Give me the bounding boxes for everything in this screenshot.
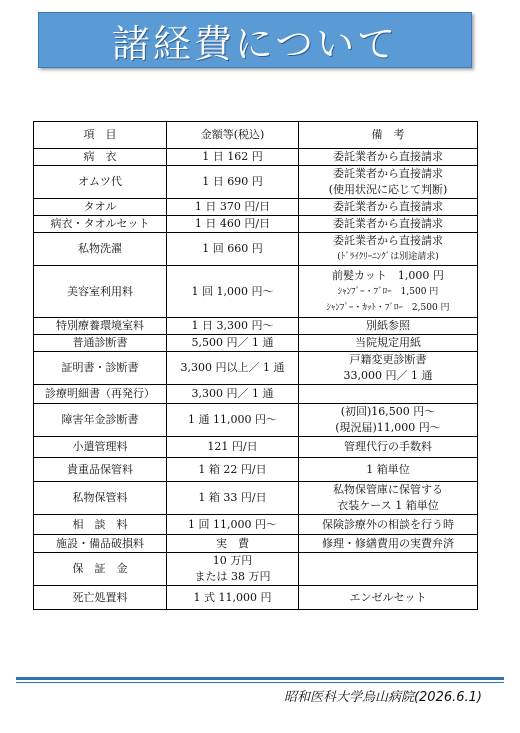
note-line: エンゼルセット (349, 590, 427, 604)
cell-note (299, 233, 478, 266)
cell-item: 死亡処置料 (34, 586, 167, 610)
note-line: ｼｬﾝﾌﾟｰ・ﾌﾞﾛｰ 1,500 円 (337, 286, 439, 297)
cell-amount: 1 日 162 円 (167, 149, 299, 166)
cell-amount: 5,500 円／ 1 通 (167, 335, 299, 352)
footer-divider-thin (16, 682, 504, 683)
note-line: (使用状況に応じて判断) (328, 183, 448, 196)
cell-note (299, 335, 478, 352)
cell-note (299, 216, 478, 233)
cell-note (299, 535, 478, 553)
cell-note (299, 404, 478, 437)
table-row (34, 335, 478, 352)
cell-amount: 1 日 3,300 円～ (167, 318, 299, 335)
note-line: 33,000 円／ 1 通 (343, 369, 433, 382)
note-line: 前髪カット 1,000 円 (332, 268, 444, 282)
table-row (34, 199, 478, 216)
note-line: 別紙参照 (366, 319, 410, 332)
table-row (34, 437, 478, 458)
cell-amount: 1 日 690 円 (167, 166, 299, 199)
cell-amount: 1 回 1,000 円～ (167, 266, 299, 318)
cell-note (299, 318, 478, 335)
cell-item: オムツ代 (34, 166, 167, 199)
table-row (34, 149, 478, 166)
table-row (34, 535, 478, 553)
note-line: 衣装ケース 1 箱単位 (337, 499, 439, 512)
cell-item: タオル (34, 199, 167, 216)
fees-table (33, 121, 478, 610)
cell-item: 保 証 金 (34, 553, 167, 586)
page-title: 諸経費について (111, 21, 399, 66)
note-line: 1 箱単位 (366, 462, 410, 476)
cell-amount: 1 式 11,000 円 (167, 586, 299, 610)
cell-note (299, 149, 478, 166)
table-row (34, 216, 478, 233)
cell-note (299, 166, 478, 199)
cell-amount: 1 箱 33 円/日 (167, 482, 299, 515)
cell-item: 小遣管理料 (34, 437, 167, 458)
note-line: 委託業者から直接請求 (333, 234, 443, 247)
cell-note (299, 199, 478, 216)
header-amount: 金額等(税込) (167, 122, 299, 149)
note-line: (ﾄﾞﾗｲｸﾘｰﾆﾝｸﾞは別途請求) (337, 252, 439, 262)
header-note: 備 考 (299, 122, 478, 149)
note-line: 私物保管庫に保管する (333, 483, 443, 496)
note-line: 修理・修繕費用の実費弁済 (322, 536, 454, 550)
table-row (34, 458, 478, 482)
cell-note (299, 385, 478, 404)
cell-amount: 3,300 円以上／ 1 通 (167, 352, 299, 385)
cell-item: 証明書・診断書 (34, 352, 167, 385)
table-row (34, 404, 478, 437)
table-row (34, 515, 478, 535)
footer-divider (16, 677, 504, 680)
cell-amount: 実 費 (167, 535, 299, 553)
cell-note (299, 553, 478, 586)
cell-item: 病 衣 (34, 149, 167, 166)
cell-amount: 1 日 370 円/日 (167, 199, 299, 216)
cell-amount: 1 回 660 円 (167, 233, 299, 266)
cell-amount: 10 万円 または 38 万円 (167, 553, 299, 586)
cell-note (299, 586, 478, 610)
note-line: 委託業者から直接請求 (333, 150, 443, 163)
cell-note (299, 437, 478, 458)
note-line: 委託業者から直接請求 (333, 217, 443, 230)
table-header-row (34, 122, 478, 149)
cell-amount: 1 箱 22 円/日 (167, 458, 299, 482)
table-row (34, 266, 478, 318)
table-row (34, 166, 478, 199)
note-line: (初回)16,500 円～ (340, 405, 436, 418)
cell-item: 施設・備品破損料 (34, 535, 167, 553)
cell-item: 私物保管料 (34, 482, 167, 515)
cell-amount: 3,300 円／ 1 通 (167, 385, 299, 404)
note-line: 管理代行の手数料 (344, 440, 432, 453)
table-row (34, 553, 478, 586)
cell-item: 美容室利用料 (34, 266, 167, 318)
cell-note (299, 482, 478, 515)
footer-hospital-name: 昭和医科大学烏山病院(2026.6.1) (283, 690, 482, 705)
table-row (34, 233, 478, 266)
note-line: 委託業者から直接請求 (333, 167, 443, 180)
note-line: 当院規定用紙 (355, 336, 421, 349)
table-row (34, 586, 478, 610)
cell-note (299, 458, 478, 482)
title-banner (38, 12, 472, 68)
note-line: 委託業者から直接請求 (333, 200, 443, 213)
table-row (34, 318, 478, 335)
cell-amount: 1 通 11,000 円～ (167, 404, 299, 437)
note-line: 戸籍変更診断書 (349, 353, 427, 366)
cell-item: 障害年金診断書 (34, 404, 167, 437)
cell-item: 診療明細書（再発行） (34, 385, 167, 404)
cell-amount: 1 回 11,000 円～ (167, 515, 299, 535)
cell-note (299, 515, 478, 535)
cell-item: 貴重品保管料 (34, 458, 167, 482)
note-line: (現況届)11,000 円～ (335, 421, 441, 434)
cell-amount: 121 円/日 (167, 437, 299, 458)
cell-note (299, 352, 478, 385)
cell-item: 特別療養環境室料 (34, 318, 167, 335)
cell-item: 病衣・タオルセット (34, 216, 167, 233)
note-line: 保険診療外の相談を行う時 (322, 517, 454, 531)
cell-item: 普通診断書 (34, 335, 167, 352)
cell-note (299, 266, 478, 318)
table-row (34, 482, 478, 515)
note-line: ｼｬﾝﾌﾟｰ・ｶｯﾄ・ﾌﾞﾛｰ 2,500 円 (326, 302, 450, 313)
cell-amount: 1 日 460 円/日 (167, 216, 299, 233)
header-item: 項 目 (34, 122, 167, 149)
cell-item: 相 談 料 (34, 515, 167, 535)
table-row (34, 352, 478, 385)
table-row (34, 385, 478, 404)
cell-item: 私物洗濯 (34, 233, 167, 266)
